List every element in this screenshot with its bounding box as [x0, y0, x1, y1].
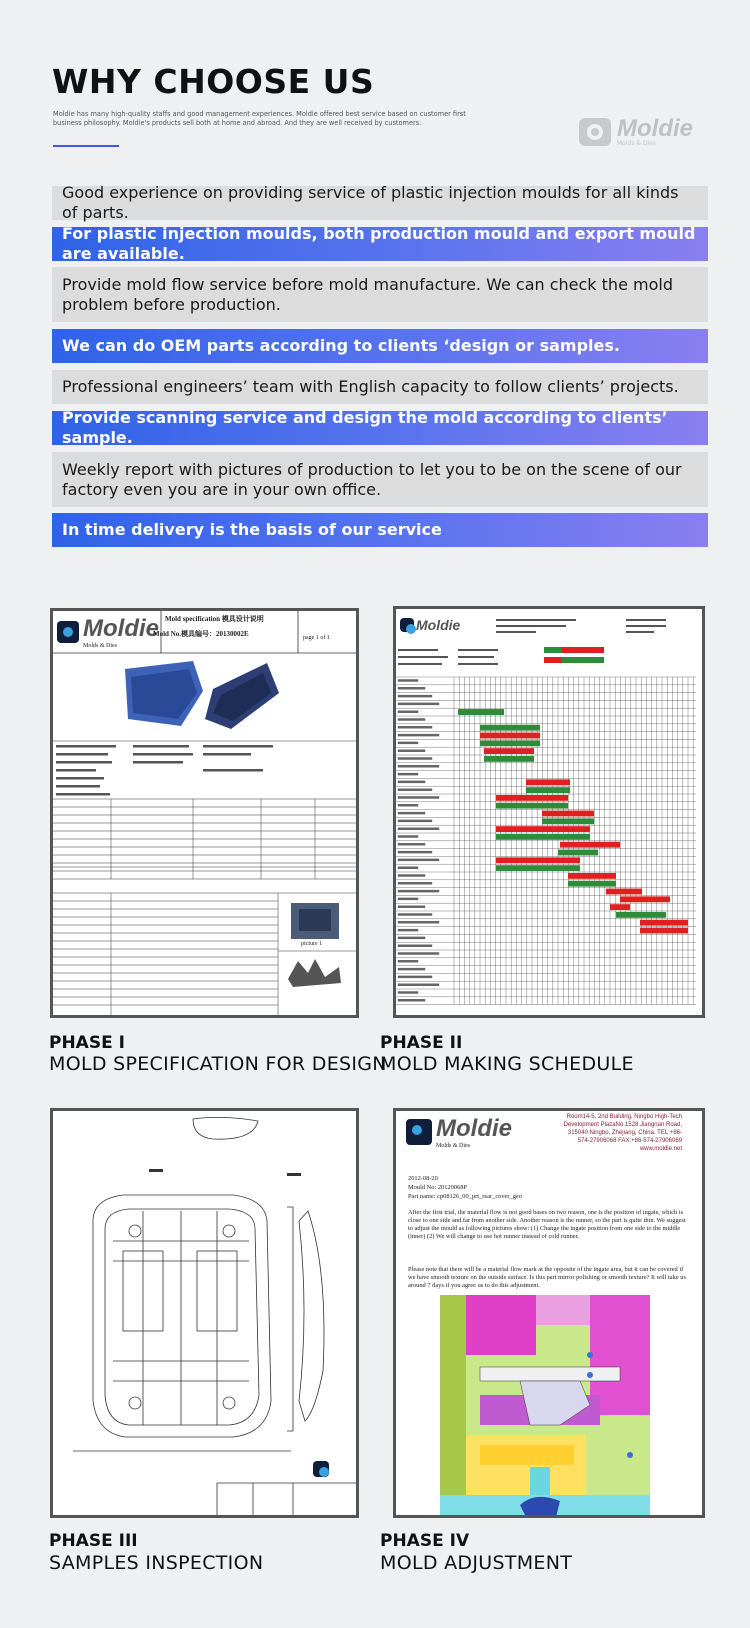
gantt-task-label: [398, 992, 418, 994]
gantt-task-bar: [568, 873, 616, 879]
spec-logo-text: Moldie: [83, 615, 159, 642]
gantt-task-label: [398, 695, 432, 697]
page-subtitle: Moldie has many high-quality staffs and good management experiences. Moldie offered best service based on customer first business philosophy. Moldie's products sell both at home and abroad. And they are well received by customers.: [53, 110, 466, 127]
gantt-task-bar: [484, 756, 534, 762]
gantt-task-bar: [496, 803, 568, 809]
phase4-name: MOLD ADJUSTMENT: [380, 1552, 573, 1574]
gantt-task-label: [398, 999, 425, 1001]
gantt-task-label: [398, 929, 418, 931]
gantt-task-bar: [542, 818, 594, 824]
gantt-task-label: [398, 758, 432, 760]
gantt-task-label: [398, 937, 425, 939]
watermark-small-text: Molds & Dies: [617, 139, 657, 147]
adjust-logo-text: Moldie: [436, 1115, 512, 1142]
adjust-logo-small: Molds & Dies: [436, 1143, 471, 1149]
gantt-task-bar: [496, 826, 590, 832]
gantt-task-bar: [606, 889, 642, 895]
gantt-task-bar: [640, 920, 688, 926]
feature-row-highlight: In time delivery is the basis of our service: [52, 513, 708, 547]
gantt-task-bar: [558, 850, 598, 856]
spec-doc-logo: [57, 615, 159, 649]
gantt-task-bar: [484, 748, 534, 754]
feature-row: Professional engineers’ team with English capacity to follow clients’ projects.: [52, 370, 708, 404]
gantt-task-label: [398, 680, 418, 682]
gantt-task-bar: [496, 795, 568, 801]
phase3-document-image: [50, 1108, 359, 1518]
gantt-task-bar: [480, 733, 540, 739]
gantt-task-label: [398, 703, 439, 705]
gantt-task-label: [398, 945, 432, 947]
gantt-task-label: [398, 906, 425, 908]
gantt-task-label: [398, 882, 432, 884]
phase1-document-image: [50, 608, 359, 1018]
adjust-doc-logo: [406, 1115, 512, 1149]
gantt-task-bar: [620, 896, 670, 902]
mold-specification-sheet: [53, 611, 356, 1015]
adjust-part-name: Part name: cp08126_00_prt_rear_cover_geo: [408, 1193, 522, 1200]
gantt-task-label: [398, 867, 418, 869]
gantt-task-bar: [496, 857, 580, 863]
adjust-address: Room14-5, 2nd Building, Ningbo High-Tech Development PlazaNo.1528 Jiangnan Road, 315040 Ningbo, Zhejiang, China. TEL:+86-574-27906068 FAX:+86-574-27906069 www.moldie.net: [563, 1114, 682, 1152]
gantt-task-label: [398, 976, 432, 978]
adjust-paragraph-1: After the first trial, the material flow is not good bases on two reason, one is the position of ingate, which is close to one side and far from another side. Another reason is the runner, so the part is quite thin. We suggest to adjust the mould as following pictures show: (1) Change the ingate position from one side to the middle (inner) (2) We will change to use hot runner instead of cold runner.: [408, 1209, 686, 1240]
gantt-task-bar: [610, 904, 630, 910]
gantt-task-label: [398, 719, 425, 721]
schedule-doc-logo: [400, 617, 460, 633]
gantt-task-bar: [526, 787, 570, 793]
adjust-mold-no: Mould No: 20120068P: [408, 1184, 467, 1191]
moldie-logo-icon: [578, 117, 612, 147]
gantt-task-label: [398, 914, 432, 916]
gantt-task-label: [398, 898, 418, 900]
feature-row: Weekly report with pictures of production to let you to be on the scene of our factory even you are in your own office.: [52, 452, 708, 507]
gantt-task-label: [398, 687, 425, 689]
gantt-task-bar: [526, 779, 570, 785]
feature-row-highlight: We can do OEM parts according to clients ‘design or samples.: [52, 329, 708, 363]
gantt-task-label: [398, 773, 418, 775]
phase4-document-image: [393, 1108, 705, 1518]
samples-inspection-drawing: [53, 1111, 356, 1515]
gantt-task-label: [398, 804, 418, 806]
gantt-task-label: [398, 843, 425, 845]
phase2-number: PHASE II: [380, 1033, 463, 1053]
moldie-watermark: [578, 116, 708, 148]
gantt-task-label: [398, 726, 432, 728]
gantt-task-label: [398, 984, 439, 986]
gantt-task-label: [398, 851, 432, 853]
gantt-task-label: [398, 742, 418, 744]
phase4-number: PHASE IV: [380, 1531, 470, 1551]
gantt-task-bar: [616, 912, 666, 918]
gantt-task-label: [398, 820, 432, 822]
page-title: WHY CHOOSE US: [52, 62, 375, 101]
feature-row: Provide mold flow service before mold manufacture. We can check the mold problem before production.: [52, 267, 708, 322]
gantt-task-bar: [560, 842, 620, 848]
phase3-number: PHASE III: [49, 1531, 138, 1551]
gantt-task-bar: [496, 865, 580, 871]
gantt-task-bar: [496, 834, 590, 840]
moldie-logo-icon: [406, 1119, 432, 1145]
gantt-task-label: [398, 960, 418, 962]
gantt-task-label: [398, 828, 439, 830]
moldie-logo-icon: [313, 1461, 329, 1477]
phase2-document-image: [393, 606, 705, 1018]
spec-picture-label: picture 1: [301, 941, 323, 947]
gantt-task-bar: [542, 811, 594, 817]
gantt-task-label: [398, 968, 425, 970]
gantt-task-label: [398, 812, 425, 814]
gantt-task-label: [398, 711, 418, 713]
mold-making-schedule-chart: [396, 609, 702, 1015]
gantt-task-bar: [480, 725, 540, 731]
gantt-task-label: [398, 890, 439, 892]
watermark-text: Moldie: [617, 114, 693, 142]
adjust-date: 2012-08-20: [408, 1175, 438, 1182]
gantt-task-label: [398, 797, 439, 799]
phase1-number: PHASE I: [49, 1033, 125, 1053]
gantt-task-label: [398, 953, 439, 955]
gantt-task-label: [398, 781, 425, 783]
gantt-task-label: [398, 921, 439, 923]
gantt-task-bar: [568, 881, 616, 887]
gantt-task-label: [398, 836, 418, 838]
phase1-name: MOLD SPECIFICATION FOR DESIGN: [49, 1053, 387, 1075]
gantt-task-bar: [480, 740, 540, 746]
spec-heading: Mold specification 模具设计说明: [165, 615, 264, 623]
gantt-task-label: [398, 789, 432, 791]
spec-mold-no: Mold No.模具编号：20130002E: [153, 630, 249, 638]
gantt-task-label: [398, 734, 439, 736]
gantt-task-label: [398, 765, 439, 767]
title-underline: [53, 145, 119, 147]
gantt-task-label: [398, 875, 425, 877]
phase2-name: MOLD MAKING SCHEDULE: [380, 1053, 634, 1075]
schedule-logo-text: Moldie: [416, 617, 461, 633]
spec-logo-small: Molds & Dies: [83, 643, 118, 649]
moldie-logo-icon: [57, 621, 79, 643]
feature-row-highlight: Provide scanning service and design the mold according to clients’ sample.: [52, 411, 708, 445]
gantt-task-label: [398, 859, 439, 861]
adjust-paragraph-2: Please note that there will be a material flow mark at the opposite of the ingate area, but it can be covered if we have smooth texture on the outside surface. Is this part mirror polishing or smooth texture? It will take us around 7 days if you agree us to do this adjustment.: [408, 1266, 686, 1289]
feature-row-highlight: For plastic injection moulds, both production mould and export mould are available.: [52, 227, 708, 261]
gantt-task-bar: [640, 928, 688, 934]
mold-flow-cross-section: [440, 1295, 650, 1517]
phase3-name: SAMPLES INSPECTION: [49, 1552, 264, 1574]
feature-row: Good experience on providing service of plastic injection moulds for all kinds of parts.: [52, 186, 708, 220]
gantt-task-bar: [458, 709, 504, 715]
moldie-logo-icon: [400, 618, 414, 632]
spec-page: page 1 of 1: [303, 635, 330, 641]
gantt-task-label: [398, 750, 425, 752]
